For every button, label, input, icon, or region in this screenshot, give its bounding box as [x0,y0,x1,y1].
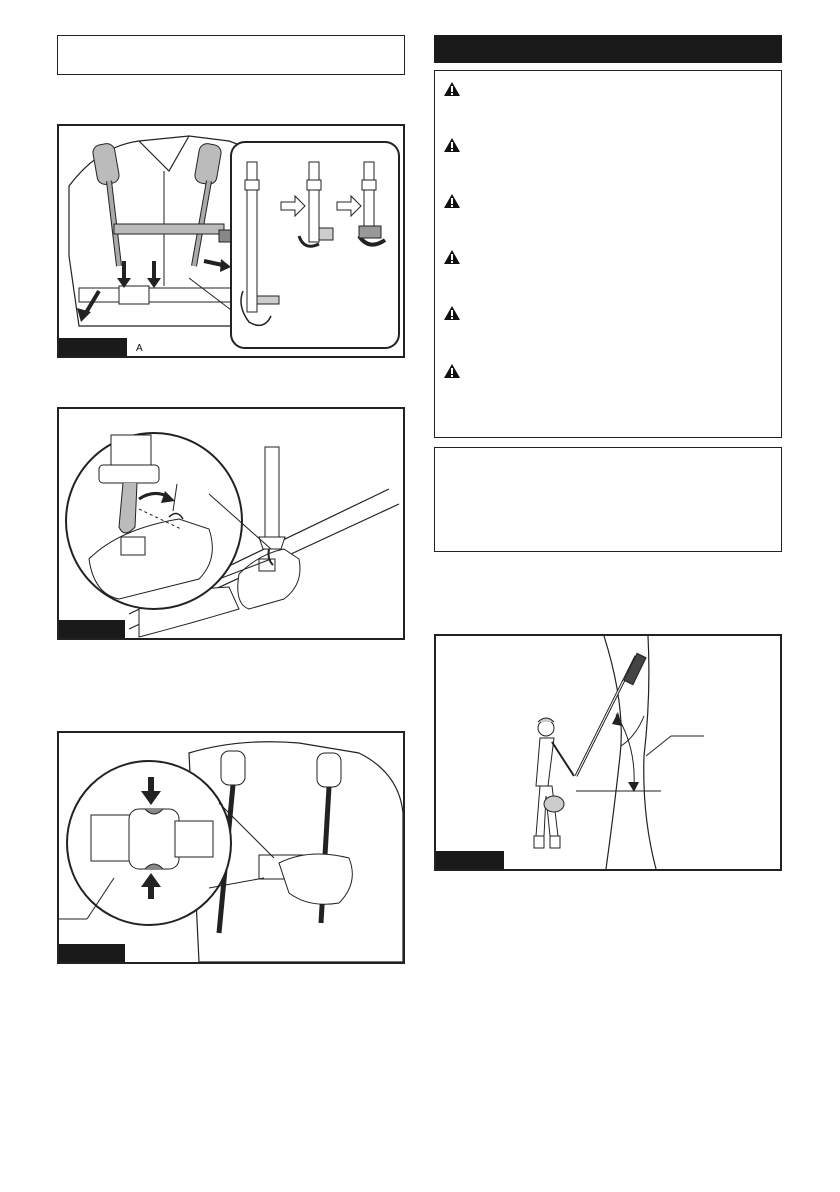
section-heading-box [57,35,405,75]
figure-label-2 [59,620,125,638]
figure-hook-attachment [57,407,405,640]
warning-icon [443,363,461,379]
page-footer-strip [0,1186,840,1192]
figure-label-3 [59,944,125,962]
buckle-illustration [59,733,403,962]
warning-icon [443,81,461,97]
figure-label-4 [436,851,504,869]
warning-icon [443,137,461,153]
warning-box [434,70,782,438]
warning-icon [443,193,461,209]
warning-icon [443,305,461,321]
hook-illustration [59,409,403,638]
warning-icon [443,249,461,265]
harness-illustration [59,126,403,356]
callout-mark-a: A [136,343,143,354]
figure-label-1 [59,338,127,356]
operating-angle-illustration [436,636,780,869]
note-box [434,447,782,552]
figure-harness-adjustment [57,124,405,358]
figure-operating-angle [434,634,782,871]
section-header-bar [434,35,782,63]
figure-buckle-release [57,731,405,964]
